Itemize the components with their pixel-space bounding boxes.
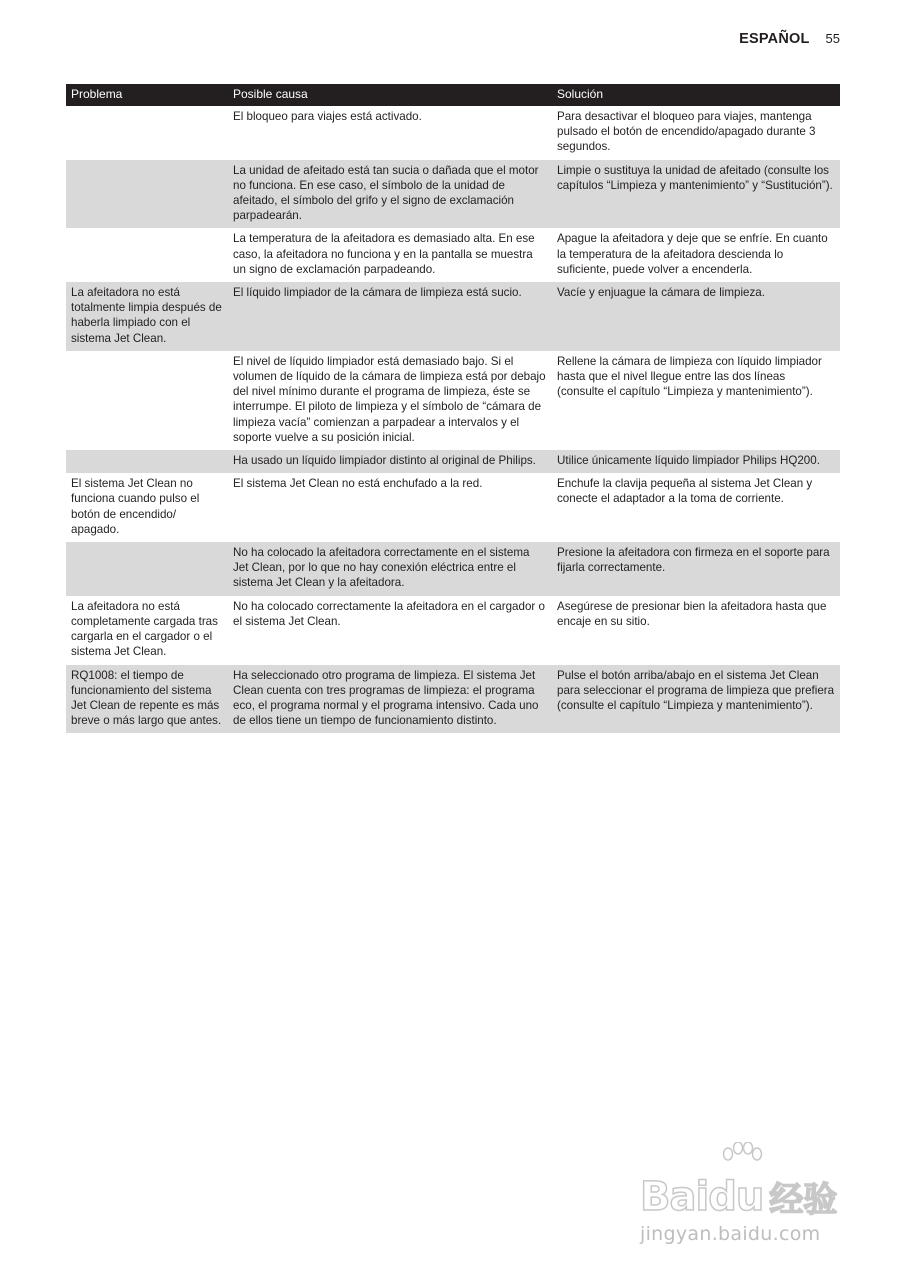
watermark-brand: Baidu bbox=[640, 1173, 764, 1220]
problem-cell: El sistema Jet Clean no funciona cuando pulso el botón de encendido/ apagado. bbox=[71, 477, 200, 536]
problem-cell bbox=[66, 228, 228, 282]
cause-cell: La unidad de afeitado está tan sucia o dañada que el motor no funciona. En ese caso, el símbolo de la unidad de afeitado, el símbolo del grifo y el signo de exclamación parpadearán. bbox=[228, 160, 552, 229]
solution-cell: Rellene la cámara de limpieza con líquido limpiador hasta que el nivel llegue entre las dos líneas (consulte el capítulo “Limpieza y mantenimiento”). bbox=[557, 354, 822, 399]
page-header bbox=[739, 31, 840, 47]
solution-cell: Apague la afeitadora y deje que se enfríe. En cuanto la temperatura de la afeitadora descienda lo suficiente, puede volver a encenderla. bbox=[557, 232, 828, 276]
cause-cell: Ha seleccionado otro programa de limpieza. El sistema Jet Clean cuenta con tres programas de limpieza: el programa eco, el programa normal y el programa intensivo. Cada uno de ellos tiene un tiempo de funcionamiento distinto. bbox=[228, 665, 552, 734]
cause-cell: Ha usado un líquido limpiador distinto al original de Philips. bbox=[228, 450, 552, 473]
language-label: ESPAÑOL bbox=[739, 31, 810, 47]
solution-cell: Vacíe y enjuague la cámara de limpieza. bbox=[552, 282, 840, 351]
cause-cell: No ha colocado la afeitadora correctamente en el sistema Jet Clean, por lo que no hay conexión eléctrica entre el sistema Jet Clean y la afeitadora. bbox=[228, 542, 552, 596]
paw-icon bbox=[720, 1142, 764, 1178]
table-row bbox=[66, 450, 840, 473]
solution-cell: Limpie o sustituya la unidad de afeitado (consulte los capítulos “Limpieza y mantenimiento” y “Sustitución”). bbox=[552, 160, 840, 229]
table-row bbox=[66, 228, 840, 282]
table-row bbox=[66, 106, 840, 160]
cause-cell: El bloqueo para viajes está activado. bbox=[233, 110, 422, 123]
page-number: 55 bbox=[825, 31, 840, 46]
column-header-cause: Posible causa bbox=[228, 84, 552, 106]
solution-cell: Enchufe la clavija pequeña al sistema Jet Clean y conecte el adaptador a la toma de corriente. bbox=[557, 477, 813, 506]
table-row bbox=[66, 282, 840, 351]
watermark-url: jingyan.baidu.com bbox=[640, 1223, 821, 1245]
cause-cell: No ha colocado correctamente la afeitadora en el cargador o el sistema Jet Clean. bbox=[233, 599, 545, 628]
troubleshooting-table bbox=[66, 84, 840, 733]
watermark-brand-cjk: 经验 bbox=[769, 1180, 838, 1220]
column-header-solution: Solución bbox=[552, 84, 840, 106]
solution-cell: Pulse el botón arriba/abajo en el sistema Jet Clean para seleccionar el programa de limpieza que prefiera (consulte el capítulo “Limpieza y mantenimiento”). bbox=[552, 665, 840, 734]
column-header-problem: Problema bbox=[66, 84, 228, 106]
table-row bbox=[66, 665, 840, 734]
solution-cell: Asegúrese de presionar bien la afeitadora hasta que encaje en su sitio. bbox=[557, 599, 827, 628]
cause-cell: La temperatura de la afeitadora es demasiado alta. En ese caso, la afeitadora no funciona y en la pantalla se muestra un signo de exclamación parpadeando. bbox=[233, 232, 535, 276]
solution-cell: Utilice únicamente líquido limpiador Philips HQ200. bbox=[552, 450, 840, 473]
table-row bbox=[66, 160, 840, 229]
table-body bbox=[66, 106, 840, 733]
problem-cell bbox=[66, 450, 228, 473]
solution-cell: Presione la afeitadora con firmeza en el soporte para fijarla correctamente. bbox=[552, 542, 840, 596]
problem-cell bbox=[66, 160, 228, 229]
cause-cell: El líquido limpiador de la cámara de limpieza está sucio. bbox=[228, 282, 552, 351]
problem-cell: RQ1008: el tiempo de funcionamiento del sistema Jet Clean de repente es más breve o más largo que antes. bbox=[66, 665, 228, 734]
solution-cell: Para desactivar el bloqueo para viajes, mantenga pulsado el botón de encendido/apagado durante 3 segundos. bbox=[557, 110, 816, 154]
problem-cell: La afeitadora no está totalmente limpia después de haberla limpiado con el sistema Jet Clean. bbox=[66, 282, 228, 351]
table-row bbox=[66, 596, 840, 665]
table-row bbox=[66, 542, 840, 596]
problem-cell bbox=[66, 106, 228, 160]
table-row bbox=[66, 473, 840, 542]
table-header-row bbox=[66, 84, 840, 106]
problem-cell bbox=[66, 542, 228, 596]
problem-cell: La afeitadora no está completamente cargada tras cargarla en el cargador o el sistema Jet Clean. bbox=[71, 599, 218, 659]
baidu-watermark bbox=[640, 1150, 860, 1250]
cause-cell: El nivel de líquido limpiador está demasiado bajo. Si el volumen de líquido de la cámara de limpieza está por debajo del nivel mínimo durante el programa de limpieza, éste se interrumpe. El piloto de limpieza y el símbolo de “cámara de limpieza vacía” comienzan a parpadear a intervalos y el soporte vuelve a su posición inicial. bbox=[233, 354, 546, 444]
problem-cell bbox=[66, 351, 228, 450]
cause-cell: El sistema Jet Clean no está enchufado a la red. bbox=[233, 477, 483, 491]
table-row bbox=[66, 351, 840, 450]
